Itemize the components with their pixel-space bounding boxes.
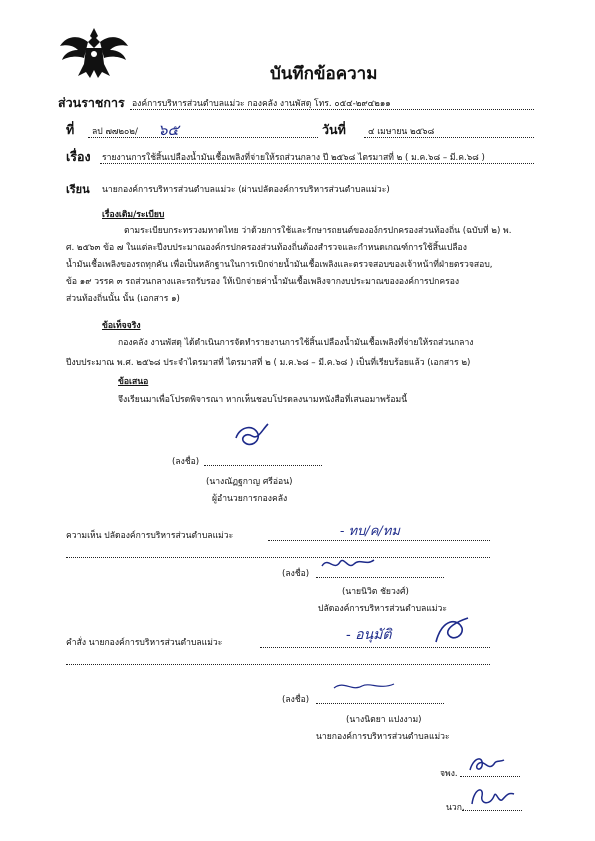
signature-mayor: [330, 676, 400, 700]
opinion-dotline-1: [268, 540, 490, 541]
proposal-line: จึงเรียนมาเพื่อโปรดพิจารณา หากเห็นชอบโปรดลงนามหนังสือที่เสนอมาพร้อมนี้: [118, 395, 408, 405]
agency-label: ส่วนราชการ: [58, 95, 125, 110]
signature-deputy: [318, 552, 378, 580]
background-line-3: น้ำมันเชื้อเพลิงของรถทุกคัน เพื่อเป็นหลักฐานในการเบิกจ่ายน้ำมันเชื้อเพลิงและตรวจสอบของเจ้าหน้าที่ฝ่ายตรวจสอบ,: [66, 260, 493, 270]
opinion-position: ปลัดองค์การบริหารส่วนตำบลแม่วะ: [318, 604, 447, 614]
footer-nwk-label: นวก.: [446, 803, 465, 813]
agency-value: องค์การบริหารส่วนตำบลแม่วะ กองคลัง งานพัสดุ โทร. ๐๕๔-๒๙๔๒๑๑: [132, 99, 391, 109]
facts-line-1: กองคลัง งานพัสดุ ได้ดำเนินการจัดทำรายงานการใช้สิ้นเปลืองน้ำมันเชื้อเพลิงที่จ่ายให้รถส่วนกลาง: [118, 338, 474, 348]
opinion-sign-dotline: [316, 577, 444, 578]
initial-jpw: [466, 750, 506, 782]
order-position: นายกองค์การบริหารส่วนตำบลแม่วะ: [316, 732, 450, 742]
order-dotline-2: [66, 664, 490, 665]
order-sign-label: (ลงชื่อ): [282, 695, 310, 705]
order-label: คำสั่ง นายกองค์การบริหารส่วนตำบลแม่วะ: [66, 638, 223, 648]
facts-heading: ข้อเท็จจริง: [102, 321, 141, 331]
background-line-2: ศ. ๒๕๖๓ ข้อ ๗ ในแต่ละปีงบประมาณองค์กรปกครองส่วนท้องถิ่นต้องสำรวจและกำหนดเกณฑ์การใช้สิ้นเปลือง: [66, 243, 467, 253]
initial-nwk: [468, 782, 518, 816]
signature-director: [232, 418, 272, 458]
signer1-sign-label: (ลงชื่อ): [172, 457, 200, 467]
background-line-4: ข้อ ๑๙ วรรค ๓ รถส่วนกลางและรถรับรอง ให้เบิกจ่ายค่าน้ำมันเชื้อเพลิงจากงบประมาณขององค์การปกครอง: [66, 277, 460, 287]
date-value: ๔ เมษายน ๒๕๖๘: [368, 127, 435, 137]
agency-dotline: [130, 109, 534, 110]
order-sign-dotline: [316, 703, 444, 704]
order-name: (นางนิตยา แปงงาม): [346, 715, 422, 725]
order-dotline-1: [260, 647, 490, 648]
signer1-dotline: [204, 465, 322, 466]
opinion-label: ความเห็น ปลัดองค์การบริหารส่วนตำบลแม่วะ: [66, 531, 234, 541]
ref-value: ลป ๗๗๒๐๒/: [92, 127, 138, 137]
ref-label: ที่: [66, 122, 75, 137]
subject-dotline: [100, 163, 534, 164]
to-label: เรียน: [66, 183, 90, 196]
background-line-1: ตามระเบียบกระทรวงมหาดไทย ว่าด้วยการใช้และรักษารถยนต์ขององ์กรปกครองส่วนท้องถิ่น (ฉบับที่ ๒) พ.: [124, 226, 512, 236]
ref-dotline: [88, 137, 318, 138]
opinion-dotline-2: [66, 557, 490, 558]
background-line-5: ส่วนท้องถิ่นนั้น นั้น (เอกสาร ๑): [66, 294, 180, 304]
footer-jpw-label: จพง.: [440, 769, 458, 779]
memo-title: บันทึกข้อความ: [270, 64, 378, 84]
date-dotline: [364, 137, 534, 138]
background-heading: เรื่องเดิม/ระเบียบ: [102, 210, 165, 220]
facts-line-2: ปีงบประมาณ พ.ศ. ๒๕๖๘ ประจำไตรมาสที่ ไตรมาสที่ ๒ ( ม.ค.๖๘ – มี.ค.๖๘ ) เป็นที่เรียบร้อยแล้ว (เอกสาร ๒): [66, 358, 471, 368]
garuda-emblem: [58, 24, 130, 80]
subject-label: เรื่อง: [66, 149, 91, 164]
opinion-handwritten: - ทบ/ค/ทม: [340, 524, 400, 539]
date-label: วันที่: [322, 122, 346, 137]
subject-value: รายงานการใช้สิ้นเปลืองน้ำมันเชื้อเพลิงที่จ่ายให้รถส่วนกลาง ปี ๒๕๖๘ ไตรมาสที่ ๒ ( ม.ค.๖๘ – มี.ค.๖๘ ): [102, 153, 485, 163]
to-value: นายกองค์การบริหารส่วนตำบลแม่วะ (ผ่านปลัดองค์การบริหารส่วนตำบลแม่วะ): [102, 185, 390, 195]
signer1-name: (นางณัฏฐกาญ ศรีอ่อน): [206, 477, 293, 487]
signature-mayor-initial: [432, 614, 472, 654]
order-handwritten: - อนุมัติ: [346, 627, 392, 643]
opinion-sign-label: (ลงชื่อ): [282, 569, 310, 579]
ref-handwritten: ๖๕: [158, 121, 179, 139]
proposal-heading: ข้อเสนอ: [118, 377, 149, 387]
opinion-name: (นายนิวิต ชัยวงศ์): [342, 587, 409, 597]
signer1-position: ผู้อำนวยการกองคลัง: [212, 494, 288, 504]
